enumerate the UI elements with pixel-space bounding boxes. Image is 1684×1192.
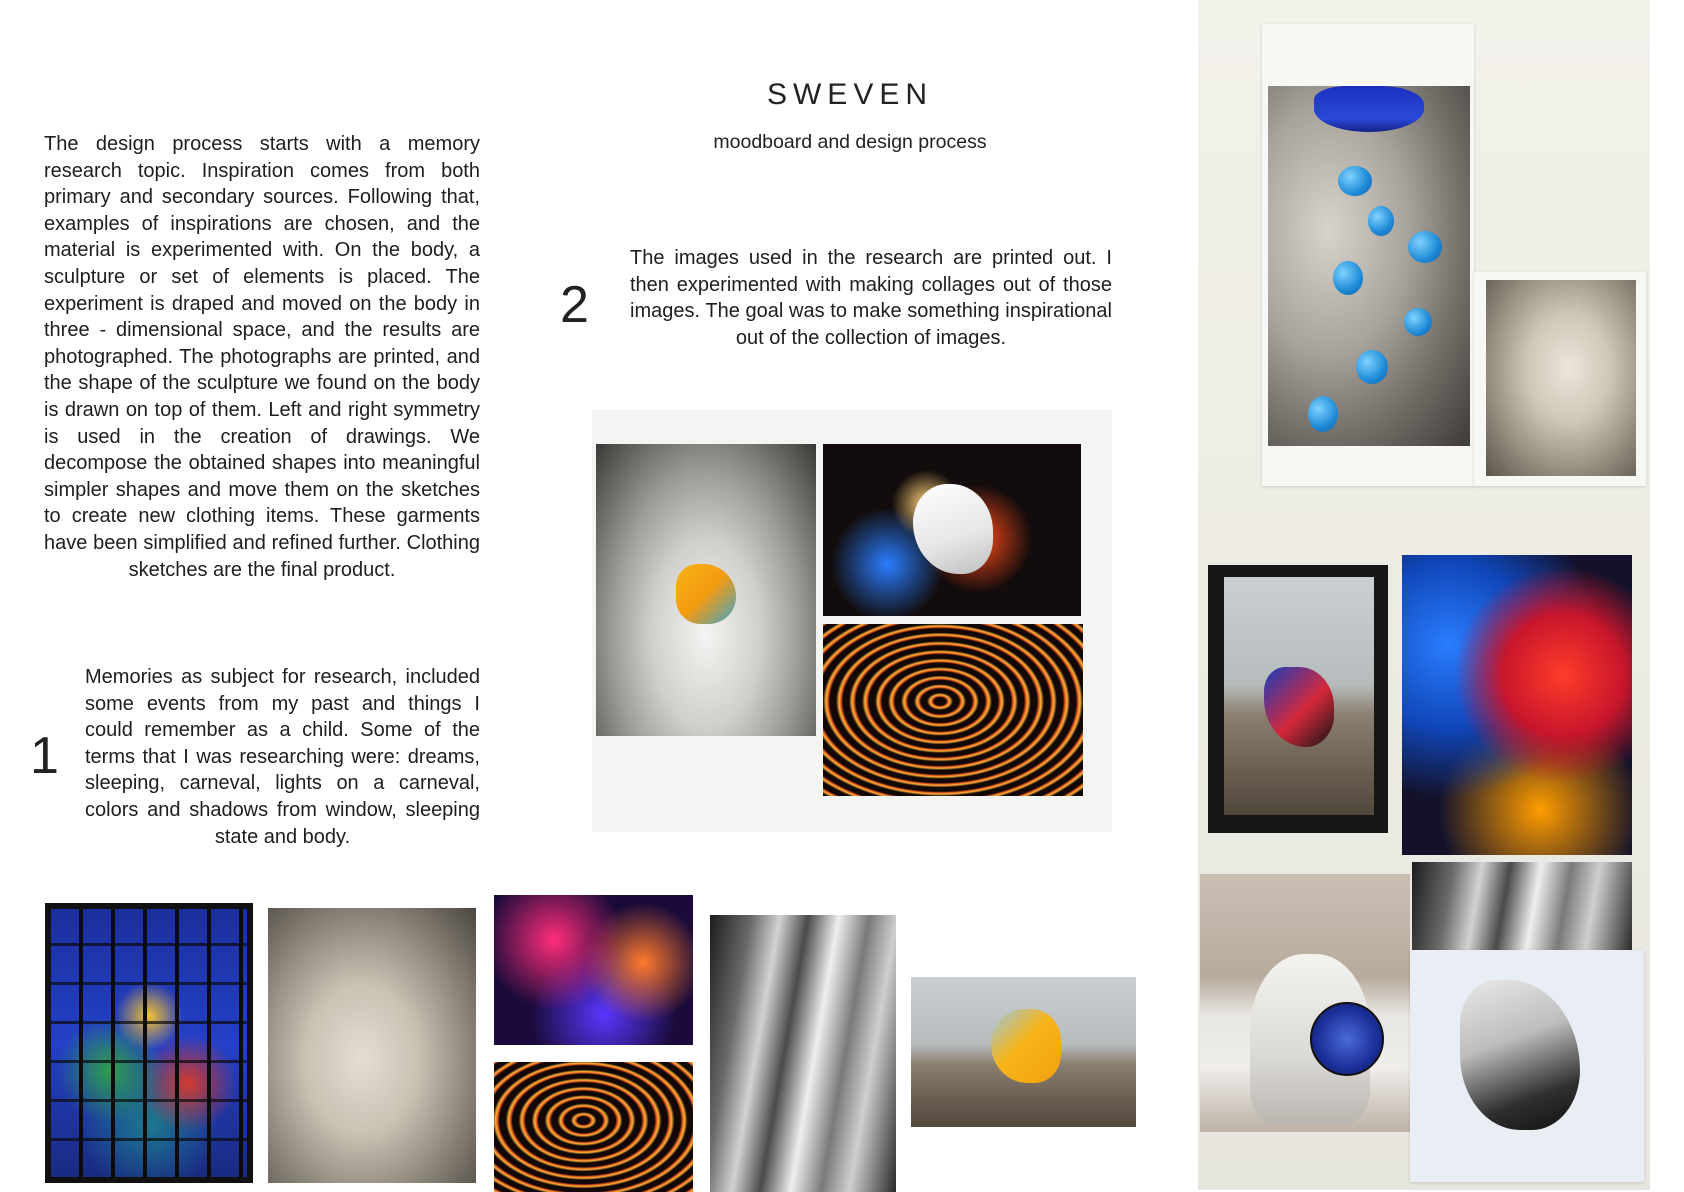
- stained-glass-disc: [1310, 1002, 1384, 1076]
- blue-drop-6: [1356, 350, 1388, 384]
- stone-drape-strip: [1412, 862, 1632, 952]
- blue-drop-5: [1404, 308, 1432, 336]
- blue-drop-2: [1368, 206, 1394, 236]
- desert-figure-image: [911, 977, 1136, 1127]
- design-process-paragraph: The design process starts with a memory research topic. Inspiration comes from both primary and secondary sources. Following that, examples of inspirations are chosen, and the material is experimented with. On the body, a sculpture or set of elements is placed. The experiment is draped and moved on the body in three - dimensional space, and the results are photographed. The photographs are printed, and the shape of the sculpture we found on the body is drawn on top of them. Left and right symmetry is used in the creation of drawings. We decompose the obtained shapes into meaningful simpler shapes and move them on the sketches to create new clothing items. These garments have been simplified and refined further. Clothing sketches are the final product.: [44, 133, 480, 581]
- yellow-figure-shape: [991, 1009, 1061, 1083]
- marble-drapery-image: [268, 908, 476, 1183]
- carnival-wheel-image: [494, 1062, 693, 1192]
- page-title: SWEVEN: [766, 78, 934, 111]
- dark-cloth-silhouette: [1460, 980, 1580, 1130]
- drapery-print: [1486, 280, 1636, 476]
- neon-lights-image: [494, 895, 693, 1045]
- collage-paragraph: The images used in the research are printed out. I then experimented with making collages out of those images. The goal was to make something inspirational out of the collection of images.: [630, 247, 1112, 349]
- step-number-1: 1: [30, 727, 59, 785]
- yellow-cloth-shape: [676, 564, 736, 624]
- blue-drop-7: [1308, 396, 1338, 432]
- cutout-silhouette: [1264, 667, 1334, 747]
- bed-image: [596, 444, 816, 736]
- page-subtitle: moodboard and design process: [713, 131, 987, 153]
- blue-drop-1: [1338, 166, 1372, 196]
- framed-collage-print: [1208, 565, 1388, 833]
- landscape-cutout: [1224, 577, 1374, 815]
- neon-blur-print: [1402, 555, 1632, 855]
- window-frame-lines: [51, 909, 247, 1177]
- stained-glass-image: [45, 903, 253, 1183]
- step-number-2: 2: [560, 276, 589, 334]
- collage-photo: [592, 410, 1112, 832]
- blue-fabric-shape: [1314, 86, 1424, 132]
- white-cloth-shape: [913, 484, 993, 574]
- carnival-spiral-image: [823, 624, 1083, 796]
- blue-drop-4: [1333, 261, 1363, 295]
- crumpled-sheet-image: [1268, 86, 1470, 446]
- blue-drop-3: [1408, 231, 1442, 263]
- light-trails-image: [823, 444, 1081, 616]
- moodboard-wall-photo: [1198, 0, 1650, 1190]
- stone-folds-image: [710, 915, 896, 1192]
- paper-sheet-bottom: [1410, 950, 1644, 1182]
- fashion-model-print: [1200, 874, 1410, 1132]
- memories-paragraph: Memories as subject for research, included some events from my past and things I could remember as a child. Some of the terms that I was researching were: dreams, sleeping, carneval, lights on a carneval, colors and shadows from window, sleeping state and body.: [85, 666, 480, 848]
